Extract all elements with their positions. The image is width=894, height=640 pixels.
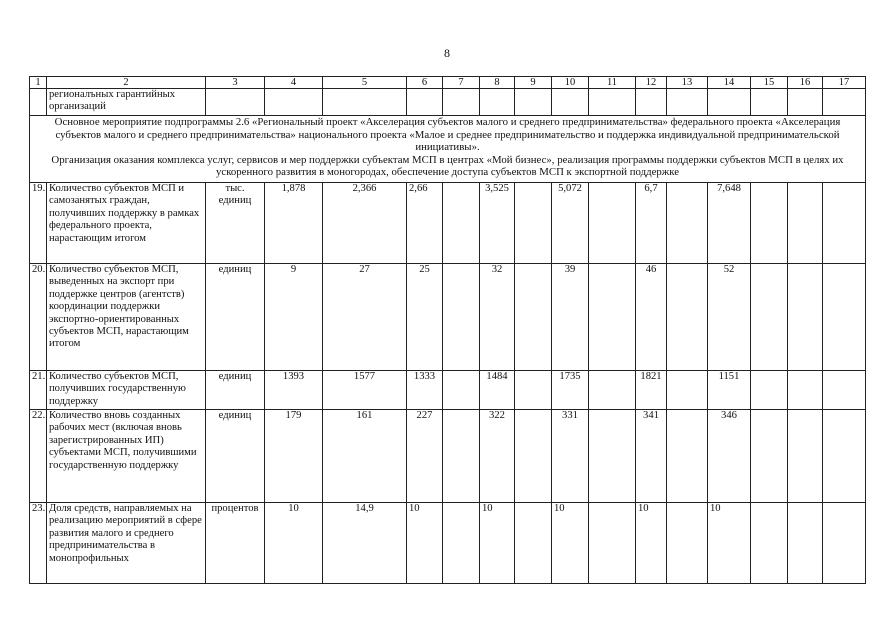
cell-value	[751, 264, 788, 371]
section-heading-main-event: Основное мероприятие подпрограммы 2.6 «Региональный проект «Акселерация субъектов малого и среднего предпринимательства» федерального проекта «Акселерация субъектов малого и среднего предпринимательства» национального проекта «Малое и среднее предпринимательство и поддержка индивидуальной предпринимательской инициативы».	[54, 116, 841, 154]
table-row	[30, 371, 866, 410]
cell	[708, 89, 751, 116]
section-heading	[30, 116, 866, 183]
cell-value: 1,878	[265, 183, 323, 264]
column-header: 10	[552, 77, 589, 89]
indicators-table	[29, 76, 866, 584]
column-header: 12	[636, 77, 667, 89]
section-heading-description: Организация оказания комплекса услуг, сервисов и мер поддержки субъектам МСП в центрах «Мой бизнес», реализация программы поддержки субъектов МСП в целях их ускоренного развития в моногородах, обеспечение доступа субъектов МСП к экспортной поддержке	[51, 153, 844, 179]
cell-value	[751, 503, 788, 584]
column-header: 13	[667, 77, 708, 89]
column-header: 2	[47, 77, 206, 89]
cell-indicator-name: Количество субъектов МСП, выведенных на экспорт при поддержке центров (агентств) координации поддержки экспортно-ориентированных субъектов МСП, нарастающим итогом	[47, 264, 206, 371]
cell-value: 9	[265, 264, 323, 371]
cell-value	[751, 371, 788, 410]
cell-value: 6,7	[636, 183, 667, 264]
cell-value: 10	[552, 503, 589, 584]
cell-value	[788, 410, 823, 503]
cell-value	[667, 371, 708, 410]
cell-value	[788, 264, 823, 371]
cell-value: 2,66	[407, 183, 443, 264]
cell-value: 14,9	[323, 503, 407, 584]
cell-value: 32	[480, 264, 515, 371]
cell-row-number: 19.	[30, 183, 47, 264]
cell	[265, 89, 323, 116]
column-header: 8	[480, 77, 515, 89]
column-header: 5	[323, 77, 407, 89]
cell-value	[443, 264, 480, 371]
cell	[323, 89, 407, 116]
cell-unit: тыс. единиц	[206, 183, 265, 264]
cell-value	[589, 371, 636, 410]
column-header: 6	[407, 77, 443, 89]
cell-value: 1393	[265, 371, 323, 410]
cell-value: 1333	[407, 371, 443, 410]
cell-value: 10	[407, 503, 443, 584]
cell-value: 10	[636, 503, 667, 584]
cell	[667, 89, 708, 116]
column-header: 4	[265, 77, 323, 89]
cell-value: 341	[636, 410, 667, 503]
cell-value: 10	[480, 503, 515, 584]
cell-value: 3,525	[480, 183, 515, 264]
cell-value: 322	[480, 410, 515, 503]
table-row	[30, 183, 866, 264]
cell-value	[788, 371, 823, 410]
cell	[589, 89, 636, 116]
cell-value: 1484	[480, 371, 515, 410]
cell-value	[515, 371, 552, 410]
column-header: 16	[788, 77, 823, 89]
cell-value: 10	[265, 503, 323, 584]
cell-value: 1151	[708, 371, 751, 410]
cell-value	[515, 183, 552, 264]
column-header: 9	[515, 77, 552, 89]
table-row	[30, 503, 866, 584]
cell-num	[30, 89, 47, 116]
cell-value	[823, 183, 866, 264]
cell-value: 5,072	[552, 183, 589, 264]
cell-value: 161	[323, 410, 407, 503]
cell-value	[589, 410, 636, 503]
cell-value	[667, 264, 708, 371]
cell-indicator-name: Количество вновь созданных рабочих мест (включая вновь зарегистрированных ИП) субъектами МСП, получившими государственную поддержку	[47, 410, 206, 503]
cell-value: 46	[636, 264, 667, 371]
column-header: 11	[589, 77, 636, 89]
cell-value	[823, 410, 866, 503]
cell	[443, 89, 480, 116]
table-row-continuation	[30, 89, 866, 116]
cell	[636, 89, 667, 116]
cell-value	[443, 410, 480, 503]
cell-value	[589, 503, 636, 584]
cell-value	[515, 264, 552, 371]
cell-unit: единиц	[206, 410, 265, 503]
cell-value: 331	[552, 410, 589, 503]
cell-value: 7,648	[708, 183, 751, 264]
section-heading-row	[30, 116, 866, 183]
cell	[480, 89, 515, 116]
cell-unit: процентов	[206, 503, 265, 584]
cell	[515, 89, 552, 116]
cell-value	[443, 503, 480, 584]
cell-value: 1821	[636, 371, 667, 410]
cell-indicator-name: Доля средств, направляемых на реализацию мероприятий в сфере развития малого и среднего предпринимательства в монопрофильных	[47, 503, 206, 584]
table-row	[30, 264, 866, 371]
cell-unit: единиц	[206, 371, 265, 410]
cell	[407, 89, 443, 116]
cell-value	[823, 264, 866, 371]
cell-value	[751, 410, 788, 503]
page-number: 8	[444, 46, 450, 60]
cell-value: 1577	[323, 371, 407, 410]
cell-value	[823, 503, 866, 584]
cell-value	[788, 183, 823, 264]
cell-value	[751, 183, 788, 264]
cell-value: 25	[407, 264, 443, 371]
cell-value: 346	[708, 410, 751, 503]
cell-value: 1735	[552, 371, 589, 410]
column-number-row	[30, 77, 866, 89]
cell-value: 227	[407, 410, 443, 503]
cell-value: 27	[323, 264, 407, 371]
cell-indicator-name: регионалъных гарантийных организаций	[47, 89, 206, 116]
column-header: 14	[708, 77, 751, 89]
cell-row-number: 22.	[30, 410, 47, 503]
cell-value	[515, 410, 552, 503]
cell-value	[443, 183, 480, 264]
cell-value	[788, 503, 823, 584]
column-header: 17	[823, 77, 866, 89]
cell-value: 10	[708, 503, 751, 584]
cell-indicator-name: Количество субъектов МСП и самозанятых граждан, получивших поддержку в рамках федерального проекта, нарастающим итогом	[47, 183, 206, 264]
cell-value	[667, 410, 708, 503]
cell-value	[823, 371, 866, 410]
cell-row-number: 20.	[30, 264, 47, 371]
cell-value: 179	[265, 410, 323, 503]
cell-value: 52	[708, 264, 751, 371]
cell	[552, 89, 589, 116]
column-header: 1	[30, 77, 47, 89]
cell	[206, 89, 265, 116]
cell-row-number: 21.	[30, 371, 47, 410]
cell-value	[443, 371, 480, 410]
cell-value	[589, 183, 636, 264]
cell	[788, 89, 823, 116]
cell-unit: единиц	[206, 264, 265, 371]
column-header: 15	[751, 77, 788, 89]
cell-value	[667, 183, 708, 264]
cell-value	[515, 503, 552, 584]
column-header: 3	[206, 77, 265, 89]
cell-indicator-name: Количество субъектов МСП, получивших государственную поддержку	[47, 371, 206, 410]
column-header: 7	[443, 77, 480, 89]
cell-row-number: 23.	[30, 503, 47, 584]
cell-value	[589, 264, 636, 371]
cell	[823, 89, 866, 116]
cell-value: 2,366	[323, 183, 407, 264]
cell	[751, 89, 788, 116]
cell-value	[667, 503, 708, 584]
table-row	[30, 410, 866, 503]
cell-value: 39	[552, 264, 589, 371]
